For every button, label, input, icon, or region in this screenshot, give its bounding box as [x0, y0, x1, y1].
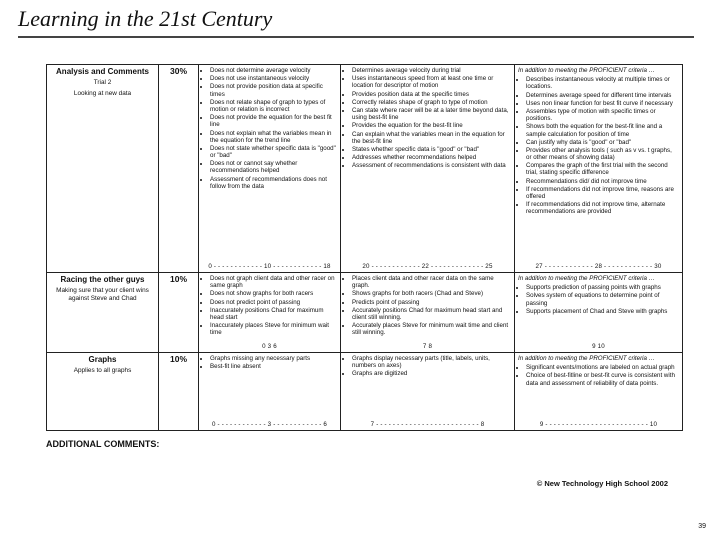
criteria-item: • Shows graphs for both racers (Chad and Steve)	[352, 290, 511, 297]
criterion-subtitle: Making sure that your client wins against Steve and Chad	[56, 287, 149, 302]
proficient-list	[344, 355, 511, 378]
proficient-cell	[341, 65, 515, 273]
criteria-item: • Does not graph client data and other racer on same graph	[210, 275, 337, 289]
criteria-item: • Does not explain what the variables mean in the equation for the trend line	[210, 130, 337, 144]
criteria-item: • Can explain what the variables mean in the equation for the best-fit line	[352, 131, 511, 145]
advanced-list	[518, 284, 679, 315]
criteria-item: • Compares the graph of the first trial with the second trial, stating specific difference	[526, 162, 679, 176]
criteria-item: • Provides the equation for the best-fit line	[352, 122, 511, 129]
page-title: Learning in the 21st Century	[18, 6, 273, 31]
score-scale: 9 - - - - - - - - - - - - - - - - - - - - - - - - - 10	[539, 420, 658, 428]
basic-cell	[199, 273, 341, 353]
advanced-list	[518, 364, 679, 387]
title-underline	[18, 36, 694, 38]
criteria-item: • Places client data and other racer data on the same graph.	[352, 275, 511, 289]
weight-cell: 30%	[159, 65, 199, 273]
criteria-item: • Graphs missing any necessary parts	[210, 355, 337, 362]
criteria-item: • If recommendations did not improve time, alternate recommendations are provided	[526, 201, 679, 215]
score-scale: 20 - - - - - - - - - - - - 22 - - - - - - - - - - - - - 25	[362, 262, 493, 270]
criteria-item: • Does not or cannot say whether recommendations helped	[210, 160, 337, 174]
criteria-item: • Inaccurately places Steve for minimum wait time	[210, 322, 337, 336]
criteria-item: • Predicts point of passing	[352, 299, 511, 306]
basic-list	[202, 275, 337, 337]
criteria-item: • Assembles type of motion with specific times or positions.	[526, 108, 679, 122]
criterion-title: Racing the other guys	[60, 275, 145, 284]
advanced-lead-text: In addition to meeting the PROFICIENT criteria …	[518, 355, 655, 362]
criteria-item: • Choice of best-fitline or best-fit curve is consistent with data and assessment of reliability of data points.	[526, 372, 679, 386]
criteria-item: • Assessment of recommendations is consistent with data	[352, 162, 511, 169]
rubric-row	[47, 65, 683, 273]
advanced-list	[518, 76, 679, 215]
advanced-lead-text: In addition to meeting the PROFICIENT criteria …	[518, 275, 655, 282]
criteria-item: • Does not state whether specific data is "good" or "bad"	[210, 145, 337, 159]
criteria-item: • Does not determine average velocity	[210, 67, 337, 74]
criteria-item: • Graphs display necessary parts (title, labels, units, numbers on axes)	[352, 355, 511, 369]
score-scale: 0 - - - - - - - - - - - - 10 - - - - - - - - - - - - 18	[208, 262, 331, 270]
score-scale: 7 - - - - - - - - - - - - - - - - - - - - - - - - - 8	[370, 420, 485, 428]
proficient-cell	[341, 273, 515, 353]
criterion-cell	[47, 353, 159, 431]
criteria-item: • Does not provide the equation for the best fit line	[210, 114, 337, 128]
criteria-item: • Significant events/motions are labeled on actual graph	[526, 364, 679, 371]
criteria-item: • Inaccurately positions Chad for maximum head start	[210, 307, 337, 321]
criteria-item: • Correctly relates shape of graph to type of motion	[352, 99, 511, 106]
criteria-item: • Recommendations did/ did not improve time	[526, 178, 679, 185]
score-scale: 0 - - - - - - - - - - - - 3 - - - - - - - - - - - - 6	[211, 420, 328, 428]
rubric-row	[47, 273, 683, 353]
copyright-notice: © New Technology High School 2002	[536, 479, 668, 488]
basic-cell	[199, 65, 341, 273]
weight-cell: 10%	[159, 353, 199, 431]
criteria-item: • Best-fit line absent	[210, 363, 337, 370]
advanced-lead-text: In addition to meeting the PROFICIENT criteria …	[518, 67, 655, 74]
criteria-item: • If recommendations did not improve time, reasons are offered	[526, 186, 679, 200]
criterion-subtitle: Applies to all graphs	[73, 367, 132, 375]
page-number: 39	[698, 523, 706, 530]
score-scale: 9 10	[592, 342, 605, 350]
proficient-list	[344, 67, 511, 169]
criteria-item: • Uses instantaneous speed from at least one time or location for descriptor of motion	[352, 75, 511, 89]
criteria-item: • Addresses whether recommendations helped	[352, 154, 511, 161]
rubric-table	[46, 64, 683, 431]
weight-cell: 10%	[159, 273, 199, 353]
criterion-title: Analysis and Comments	[56, 67, 149, 76]
criteria-item: • Can justify why data is "good" or "bad"	[526, 139, 679, 146]
additional-comments-label: ADDITIONAL COMMENTS:	[46, 439, 160, 449]
criteria-item: • Supports prediction of passing points with graphs	[526, 284, 679, 291]
advanced-cell	[515, 273, 683, 353]
criteria-item: • Does not relate shape of graph to types of motion or relation is incorrect	[210, 99, 337, 113]
criterion-cell	[47, 65, 159, 273]
score-scale: 7 8	[422, 342, 433, 350]
rubric-sheet	[46, 64, 682, 522]
criteria-item: • Graphs are digitized	[352, 370, 511, 377]
criteria-item: • Supports placement of Chad and Steve with graphs	[526, 308, 679, 315]
criteria-item: • Uses non linear function for best fit curve if necessary	[526, 100, 679, 107]
criteria-item: • Shows both the equation for the best-fit line and a sample calculation for position of time	[526, 123, 679, 137]
criteria-item: • Accurately places Steve for minimum wait time and client still winning.	[352, 322, 511, 336]
criteria-item: • Assessment of recommendations does not follow from the data	[210, 176, 337, 190]
score-scale: 0 3 6	[262, 342, 277, 350]
criteria-item: • Provides other analysis tools ( such as v vs. t graphs, or other means of showing data)	[526, 147, 679, 161]
criterion-title: Graphs	[88, 355, 117, 364]
criteria-item: • Can state where racer will be at a later time beyond data, using best-fit line	[352, 107, 511, 121]
criteria-item: • Provides position data at the specific times	[352, 91, 511, 98]
criteria-item: • Solves system of equations to determine point of passing	[526, 292, 679, 306]
criteria-item: • States whether specific data is "good" or "bad"	[352, 146, 511, 153]
criteria-item: • Does not predict point of passing	[210, 299, 337, 306]
criteria-item: • Describes instantaneous velocity at multiple times or locations.	[526, 76, 679, 90]
criteria-item: • Determines average velocity during trial	[352, 67, 511, 74]
criteria-item: • Determines average speed for different time intervals	[526, 92, 679, 99]
criteria-item: • Accurately positions Chad for maximum head start and client still winning.	[352, 307, 511, 321]
score-scale: 27 - - - - - - - - - - - - 28 - - - - - - - - - - - - 30	[535, 262, 662, 270]
basic-list	[202, 67, 337, 190]
advanced-cell	[515, 353, 683, 431]
advanced-cell	[515, 65, 683, 273]
basic-cell	[199, 353, 341, 431]
criteria-item: • Does not show graphs for both racers	[210, 290, 337, 297]
proficient-cell	[341, 353, 515, 431]
rubric-row	[47, 353, 683, 431]
criterion-subtitle: Looking at new data	[73, 89, 132, 97]
basic-list	[202, 355, 337, 370]
criterion-subtitle: Trial 2	[93, 79, 112, 87]
proficient-list	[344, 275, 511, 337]
criteria-item: • Does not use instantaneous velocity	[210, 75, 337, 82]
criteria-item: • Does not provide position data at specific times	[210, 83, 337, 97]
criterion-cell	[47, 273, 159, 353]
